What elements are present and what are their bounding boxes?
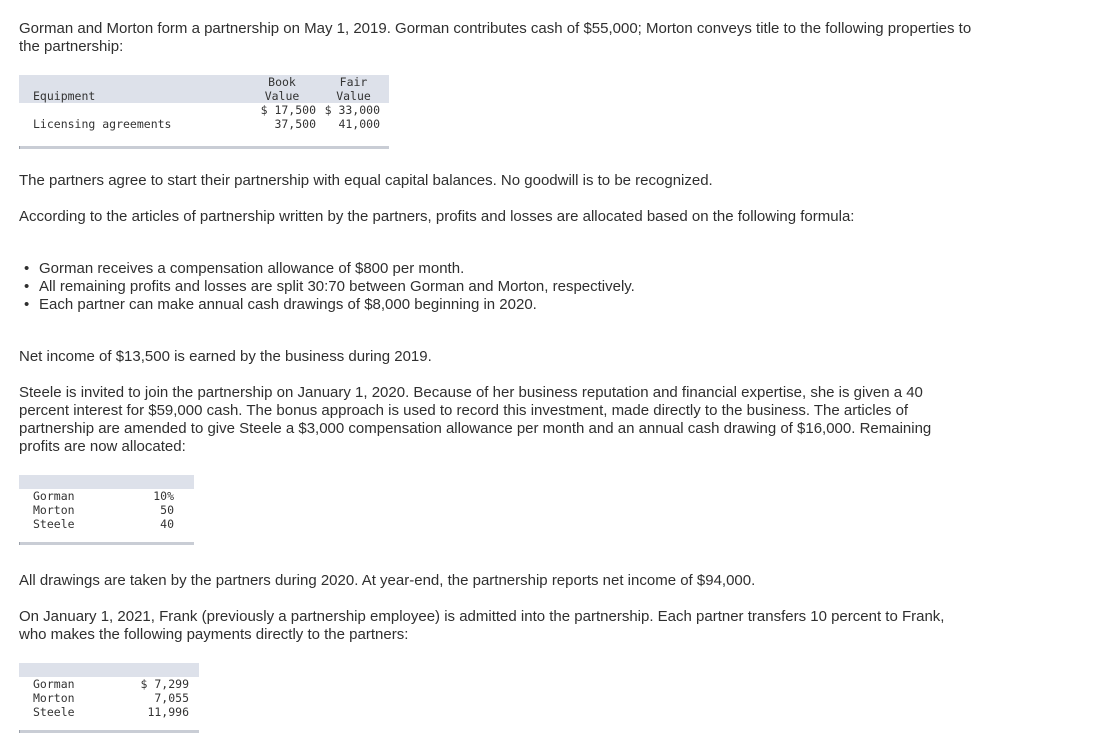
table-row-label: Gorman [33,677,75,691]
table-row-label: Steele [33,517,75,531]
articles-paragraph: According to the articles of partnership written by the partners, profits and losses are allocated based on the following formula: [19,208,855,225]
list-item: • Each partner can make annual cash drawings of $8,000 beginning in 2020. [39,296,635,314]
table-cell: 7,055 [154,691,189,705]
list-item: • All remaining profits and losses are split 30:70 between Gorman and Morton, respectively. [39,278,635,296]
table-row-label: Morton [33,691,75,705]
table-cell: 11,996 [147,705,189,719]
property-table [19,75,389,131]
payment-table-band [19,663,199,677]
table-cell: $ 17,500 [260,103,316,117]
property-table-header-row-2 [19,89,389,103]
book-value-header: Book [246,75,318,89]
table-row [19,503,194,517]
table-cell: 50 [160,503,174,517]
table-row-label: Gorman [33,489,75,503]
allocation-formula-list [19,260,635,314]
equal-capital-paragraph: The partners agree to start their partnership with equal capital balances. No goodwill is to be recognized. [19,172,713,189]
table-row-label: Morton [33,503,75,517]
property-table-bottom-rule [19,146,389,149]
drawings-2020-paragraph: All drawings are taken by the partners during 2020. At year-end, the partnership reports net income of $94,000. [19,572,756,589]
table-row [19,517,194,531]
table-row [19,691,199,705]
table-cell: 10% [153,489,174,503]
table-row-label: Equipment [19,89,246,103]
payment-table-bottom-rule [19,730,199,733]
book-value-header-line2: Value [246,89,318,103]
table-row [19,489,194,503]
table-row-label: Licensing agreements [33,117,172,131]
table-cell: $ 7,299 [140,677,189,691]
property-table-header-row-1 [19,75,389,89]
table-row-label: Steele [33,705,75,719]
payment-table [19,663,199,719]
table-cell: 41,000 [338,117,380,131]
allocation-table [19,475,194,531]
table-row [19,677,199,691]
table-cell: 37,500 [274,117,316,131]
steele-paragraph: Steele is invited to join the partnership on January 1, 2020. Because of her business reputation and financial expertise, she is given a 40 percent interest for $59,000 cash. The bonus approach is used to record this investment, made directly to the business. The articles of partnership are amended to give Steele a $3,000 compensation allowance per month and an annual cash drawing of $16,000. Remaining profits are now allocated: [19,384,932,455]
fair-value-header: Fair [318,75,389,89]
intro-paragraph: Gorman and Morton form a partnership on May 1, 2019. Gorman contributes cash of $55,000; Morton conveys title to the following properties to the partnership: [19,20,972,55]
table-row [19,103,389,117]
table-cell: 40 [160,517,174,531]
allocation-table-bottom-rule [19,542,194,545]
table-cell: $ 33,000 [324,103,380,117]
fair-value-header-line2: Value [318,89,389,103]
frank-paragraph: On January 1, 2021, Frank (previously a partnership employee) is admitted into the partnership. Each partner transfers 10 percent to Frank, who makes the following payments directly to the partners: [19,608,945,643]
net-income-2019-paragraph: Net income of $13,500 is earned by the business during 2019. [19,348,432,365]
table-row [19,117,389,131]
list-item: • Gorman receives a compensation allowance of $800 per month. [39,260,635,278]
table-row [19,705,199,719]
allocation-table-band [19,475,194,489]
